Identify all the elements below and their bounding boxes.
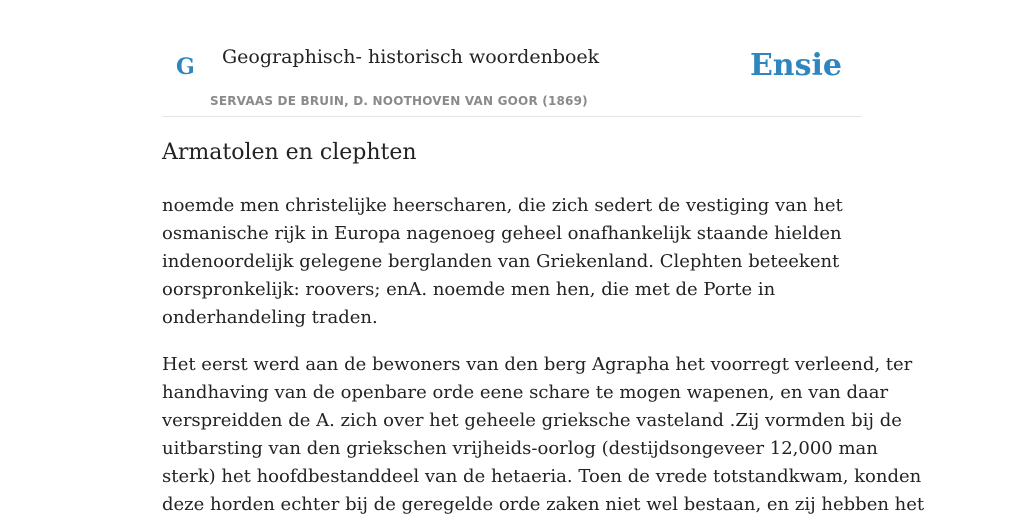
paragraph-line: deze horden echter bij de geregelde orde zaken niet wel bestaan, en zij hebben het xyxy=(162,494,925,515)
paragraph-line: handhaving van de openbare orde eene schare te mogen wapenen, en van daar xyxy=(162,382,889,403)
paragraph-line: onderhandeling traden. xyxy=(162,307,378,328)
work-header xyxy=(162,0,862,117)
work-authors: SERVAAS DE BRUIN, D. NOOTHOVEN VAN GOOR (1869) xyxy=(210,94,588,108)
paragraph-line: uitbarsting van den griekschen vrijheids-oorlog (destijdsongeveer 12,000 man xyxy=(162,438,878,459)
paragraph-line: oorspronkelijk: roovers; enA. noemde men hen, die met de Porte in xyxy=(162,279,776,300)
paragraph-line: noemde men christelijke heerscharen, die zich sedert de vestiging van het xyxy=(162,195,843,216)
paragraph-line: osmanische rijk in Europa nagenoeg geheel onafhankelijk staande hielden xyxy=(162,223,842,244)
entry-title: Armatolen en clephten xyxy=(162,140,417,165)
page-container xyxy=(162,0,925,515)
entry-paragraph-2 xyxy=(162,351,925,519)
paragraph-line: sterk) het hoofdbestanddeel van de hetaeria. Toen de vrede totstandkwam, konden xyxy=(162,466,922,487)
paragraph-line: Het eerst werd aan de bewoners van den berg Agrapha het voorregt verleend, ter xyxy=(162,354,913,375)
brand-logo-link[interactable]: Ensie xyxy=(749,48,842,83)
paragraph-line: indenoordelijk gelegene berglanden van Griekenland. Clephten beteekent xyxy=(162,251,840,272)
paragraph-line: verspreidden de A. zich over het geheele grieksche vasteland .Zij vormden bij de xyxy=(162,410,902,431)
entry-paragraph-1 xyxy=(162,192,862,332)
work-title[interactable]: Geographisch- historisch woordenboek xyxy=(222,46,600,68)
work-logo[interactable]: G xyxy=(176,54,195,80)
